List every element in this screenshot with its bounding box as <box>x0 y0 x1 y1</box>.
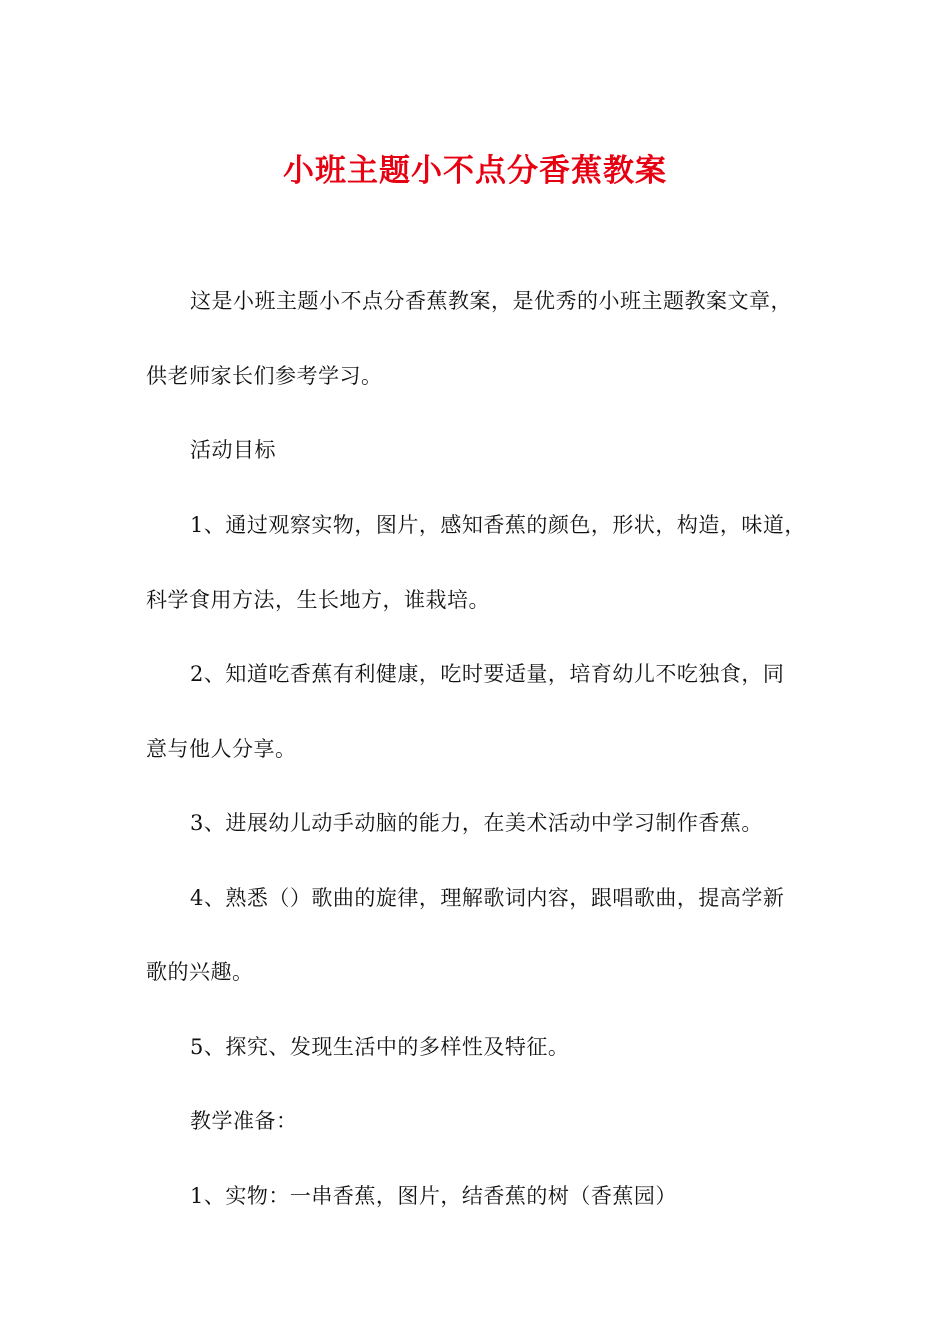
section-heading: 活动目标 <box>190 438 276 462</box>
paragraph-line: 科学食用方法，生长地方，谁栽培。 <box>146 588 490 612</box>
paragraph-line: 4、熟悉（）歌曲的旋律，理解歌词内容，跟唱歌曲，提高学新 <box>190 886 785 910</box>
paragraph-line: 3、进展幼儿动手动脑的能力，在美术活动中学习制作香蕉。 <box>190 811 763 835</box>
paragraph-line: 5、探究、发现生活中的多样性及特征。 <box>190 1035 570 1059</box>
section-heading: 教学准备： <box>190 1109 298 1133</box>
document-title: 小班主题小不点分香蕉教案 <box>283 153 667 189</box>
paragraph-line: 意与他人分享。 <box>146 737 297 761</box>
paragraph-line: 1、实物：一串香蕉，图片，结香蕉的树（香蕉园） <box>190 1184 677 1208</box>
paragraph-line: 1、通过观察实物，图片，感知香蕉的颜色，形状，构造，味道， <box>190 513 806 537</box>
paragraph-line: 这是小班主题小不点分香蕉教案，是优秀的小班主题教案文章， <box>190 289 792 313</box>
paragraph-line: 2、知道吃香蕉有利健康，吃时要适量，培育幼儿不吃独食，同 <box>190 662 785 686</box>
paragraph-line: 供老师家长们参考学习。 <box>146 364 383 388</box>
paragraph-line: 歌的兴趣。 <box>146 960 254 984</box>
